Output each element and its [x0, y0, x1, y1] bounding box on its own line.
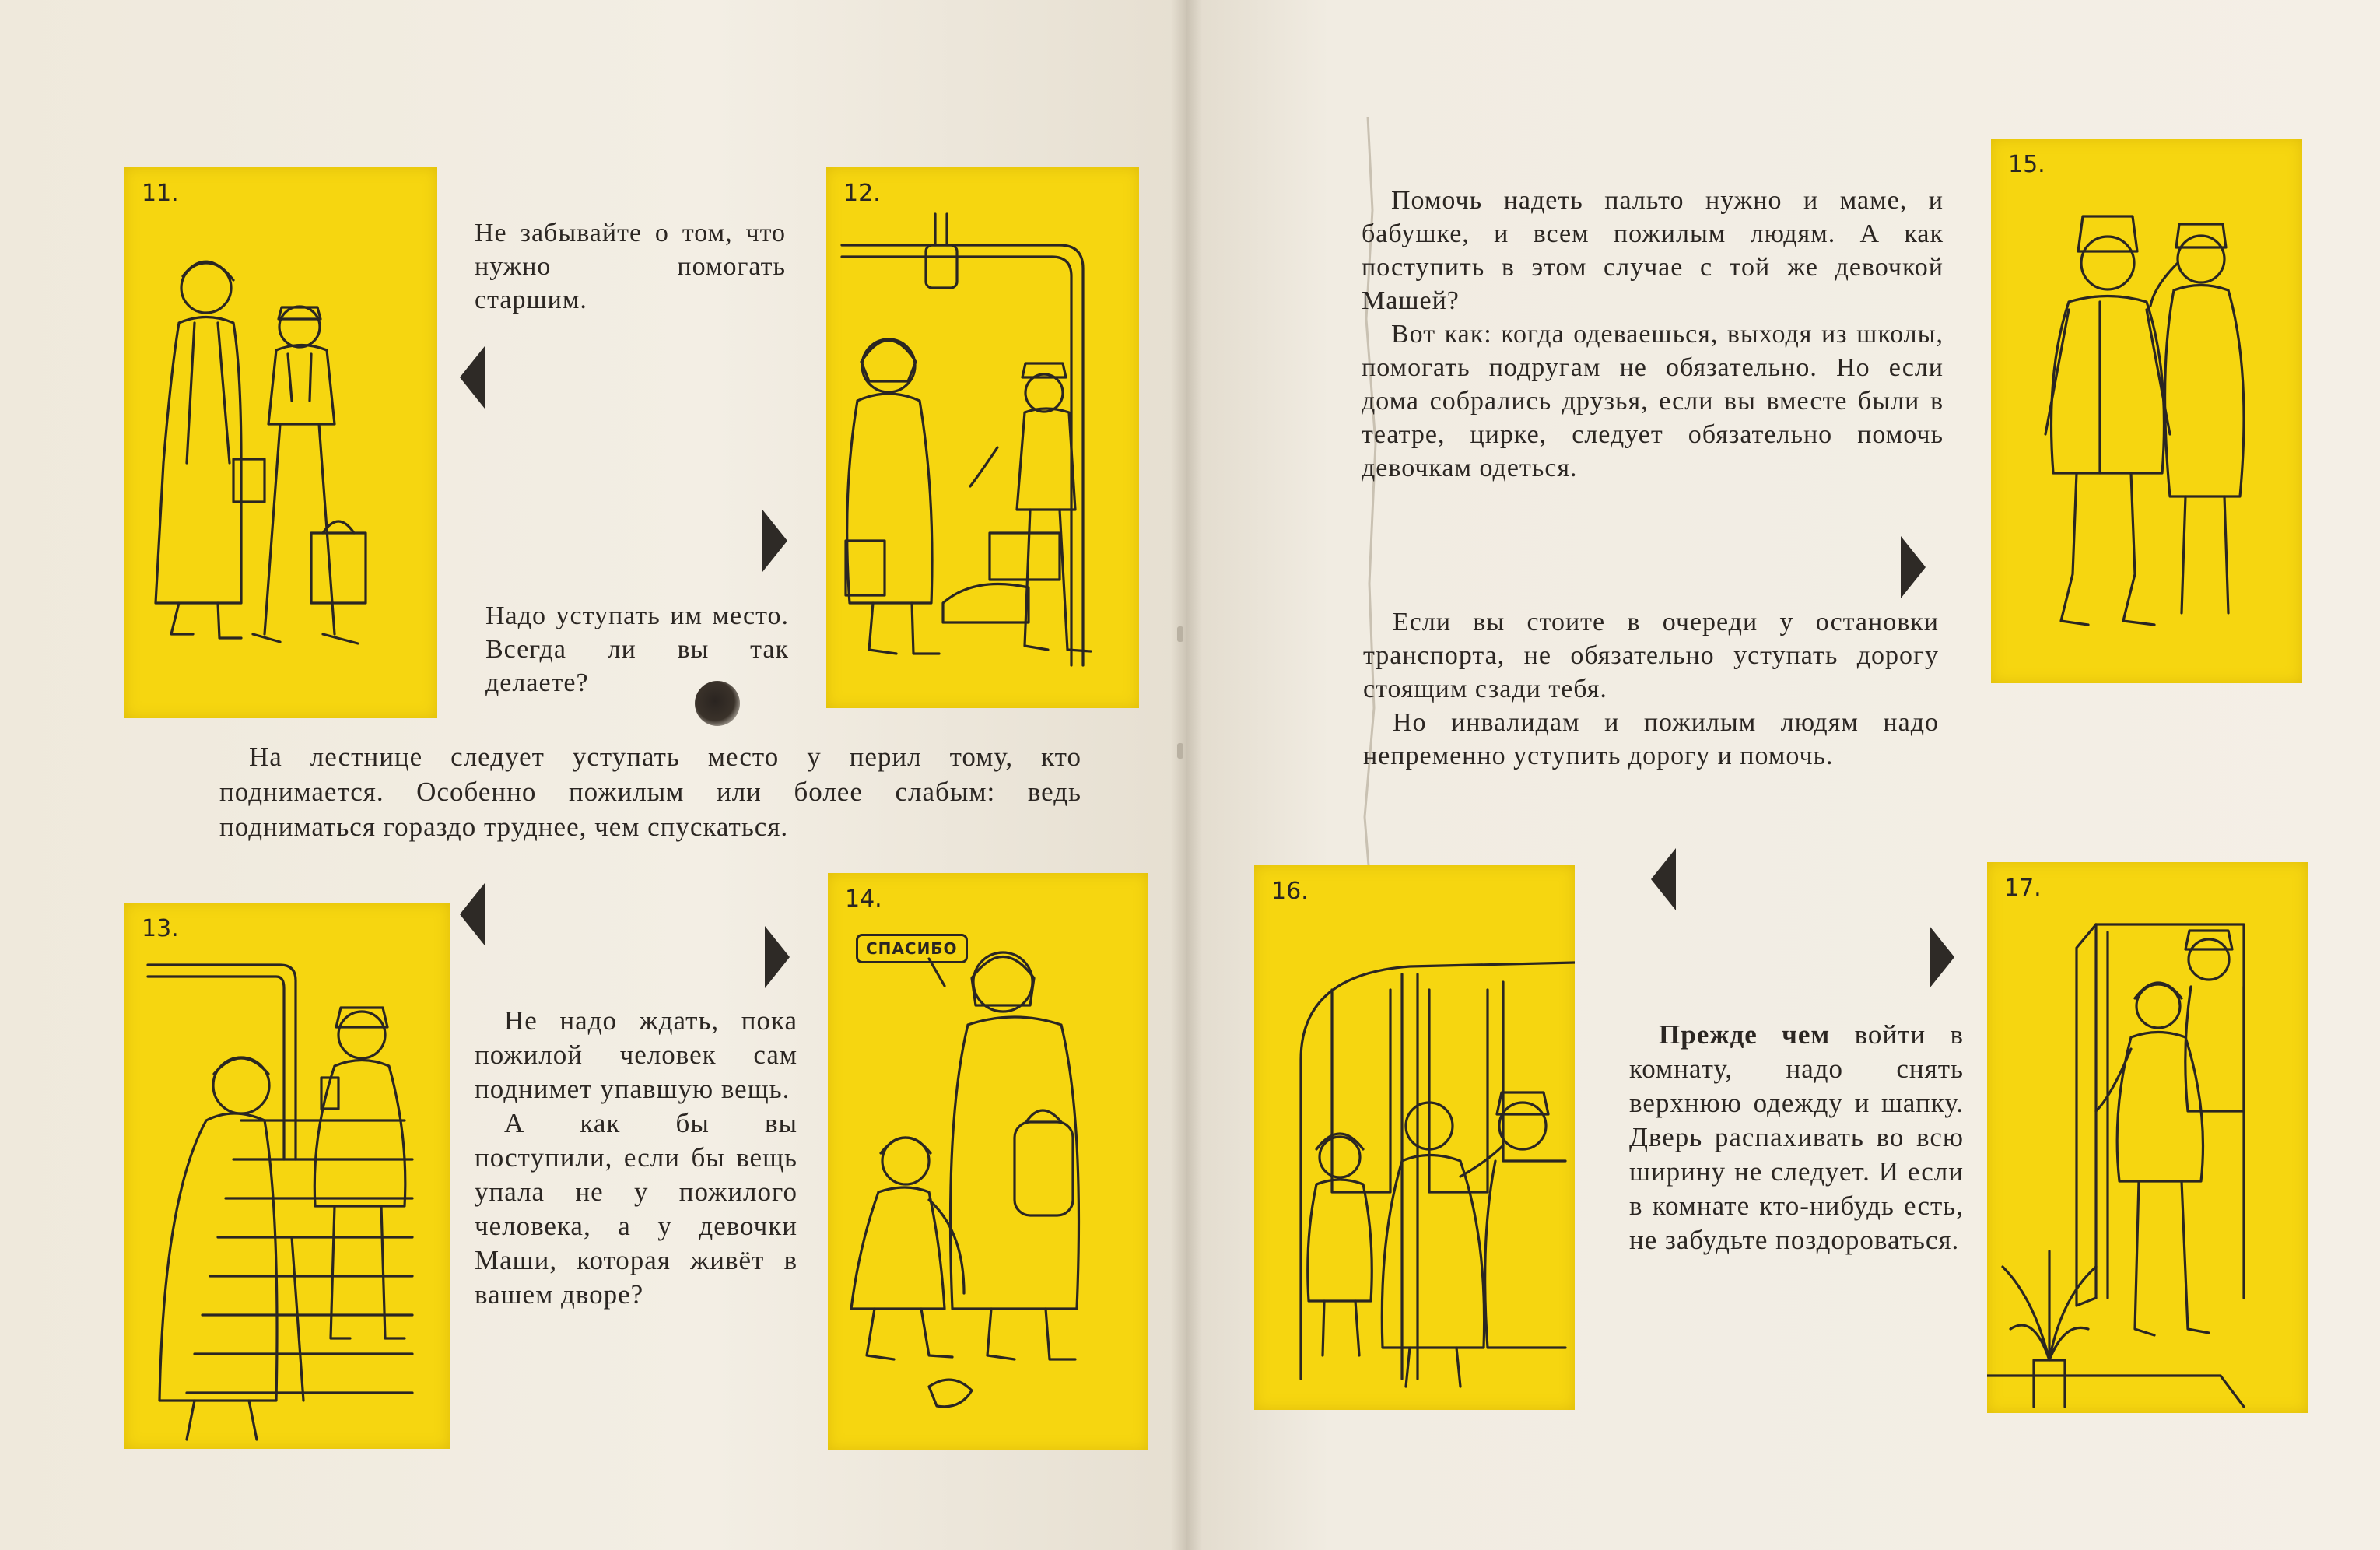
- text-block-13: [475, 1004, 797, 1312]
- bold-lead: Прежде чем: [1659, 1019, 1831, 1050]
- paragraph: [1629, 1018, 1964, 1257]
- right-arrow-icon: [765, 926, 790, 988]
- panel-number: 13.: [142, 915, 179, 942]
- panel-number: 12.: [843, 180, 881, 207]
- bus-boarding-illustration: [1254, 865, 1575, 1410]
- left-arrow-icon: [1651, 848, 1676, 910]
- text-block-12: [485, 599, 789, 700]
- paragraph: А как бы вы поступили, если бы вещь упала не у пожилого человека, а у девочки Маши, которая живёт в вашем дворе?: [475, 1108, 797, 1310]
- panel-number: 16.: [1271, 878, 1309, 905]
- speech-bubble: СПАСИБО: [856, 934, 968, 963]
- paragraph: Не надо ждать, пока пожилой человек сам поднимет упавшую вещь.: [475, 1005, 797, 1104]
- right-arrow-icon: [1930, 926, 1954, 988]
- staple-hole: [1177, 743, 1183, 759]
- illustration-panel-16: [1254, 865, 1575, 1410]
- left-arrow-icon: [460, 883, 485, 945]
- paragraph: Надо уступать им место. Всегда ли вы так делаете?: [485, 601, 789, 697]
- paragraph-rest: войти в комнату, надо снять верхнюю одежду и шапку. Дверь распахивать во всю ширину не следует. И если в комнате кто-нибудь есть, не забудьте поздороваться.: [1629, 1019, 1964, 1255]
- illustration-panel-12: [826, 167, 1139, 708]
- illustration-panel-11: [124, 167, 437, 718]
- illustration-panel-13: [124, 903, 450, 1449]
- text-block-15: [1362, 184, 1944, 485]
- staircase-illustration: [124, 903, 450, 1449]
- right-arrow-icon: [1901, 536, 1926, 598]
- panel-number: 11.: [142, 180, 179, 207]
- ink-spot: [695, 681, 740, 726]
- entering-room-illustration: [1987, 862, 2308, 1413]
- paragraph: Не забывайте о том, что нужно помогать старшим.: [475, 219, 786, 314]
- paragraph: Но инвалидам и пожилым людям надо непременно уступить дорогу и помочь.: [1363, 708, 1939, 770]
- paragraph: Если вы стоите в очереди у остановки транспорта, не обязательно уступать дорогу стоящим сзади тебя.: [1363, 608, 1939, 703]
- panel-number: 14.: [845, 885, 882, 913]
- page-gutter: [1171, 0, 1202, 1550]
- staple-hole: [1177, 626, 1183, 642]
- illustration-panel-15: [1991, 139, 2302, 683]
- helping-coat-illustration: [1991, 139, 2302, 683]
- left-arrow-icon: [460, 346, 485, 409]
- paragraph: На лестнице следует уступать место у перил тому, кто поднимается. Особенно пожилым или более слабым: ведь подниматься гораздо труднее, чем спускаться.: [219, 742, 1081, 842]
- text-block-11: [475, 216, 786, 317]
- paragraph: Вот как: когда одеваешься, выходя из школы, помогать подругам не обязательно. Но если дома собрались друзья, если вы вместе были в театре, цирке, следует обязательно помочь девочкам одеться.: [1362, 320, 1944, 482]
- panel-number: 15.: [2008, 151, 2045, 178]
- illustration-panel-14: [828, 873, 1148, 1450]
- text-block-17: [1629, 1018, 1964, 1257]
- panel-number: 17.: [2004, 875, 2042, 902]
- paragraph: Помочь надеть пальто нужно и маме, и бабушке, и всем пожилым людям. А как поступить в этом случае с той же девочкой Машей?: [1362, 186, 1944, 315]
- right-arrow-icon: [762, 510, 787, 572]
- text-block-stairs: [219, 739, 1081, 844]
- bus-seat-illustration: [826, 167, 1139, 708]
- elderly-woman-and-boy-illustration: [124, 167, 437, 718]
- illustration-panel-17: [1987, 862, 2308, 1413]
- text-block-16: [1363, 605, 1939, 773]
- dropped-glove-illustration: [828, 873, 1148, 1450]
